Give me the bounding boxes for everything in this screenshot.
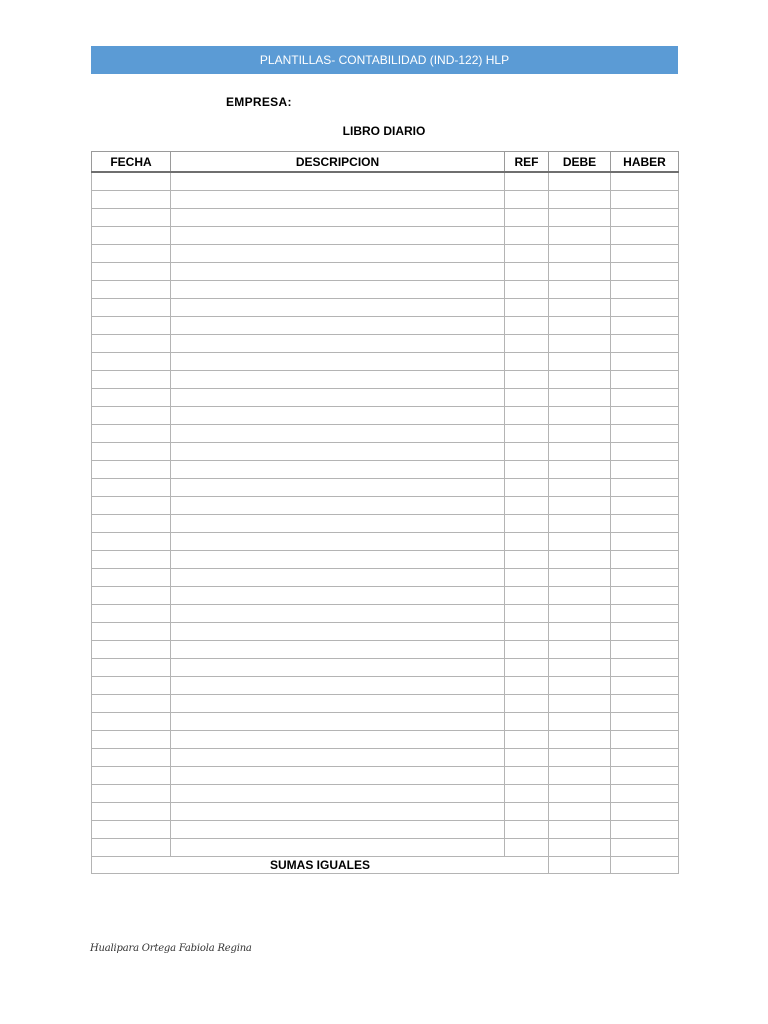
cell-haber[interactable] [611,713,679,731]
cell-fecha[interactable] [92,407,171,425]
cell-ref[interactable] [505,623,549,641]
table-row [92,389,679,407]
cell-debe[interactable] [549,641,611,659]
cell-ref[interactable] [505,281,549,299]
cell-ref[interactable] [505,497,549,515]
table-row [92,623,679,641]
cell-fecha[interactable] [92,785,171,803]
totals-debe-cell[interactable] [549,857,611,874]
cell-ref[interactable] [505,839,549,857]
cell-fecha[interactable] [92,479,171,497]
cell-fecha[interactable] [92,461,171,479]
col-header-descripcion: DESCRIPCION [171,152,505,173]
cell-ref[interactable] [505,731,549,749]
cell-fecha[interactable] [92,821,171,839]
cell-descripcion[interactable] [171,299,505,317]
cell-fecha[interactable] [92,731,171,749]
cell-descripcion[interactable] [171,623,505,641]
journal-table [91,151,679,874]
cell-haber[interactable] [611,497,679,515]
cell-ref[interactable] [505,569,549,587]
cell-descripcion[interactable] [171,515,505,533]
cell-ref[interactable] [505,227,549,245]
col-header-haber: HABER [611,152,679,173]
cell-descripcion[interactable] [171,281,505,299]
table-row [92,281,679,299]
cell-debe[interactable] [549,371,611,389]
totals-haber-cell[interactable] [611,857,679,874]
cell-debe[interactable] [549,695,611,713]
cell-haber[interactable] [611,821,679,839]
cell-debe[interactable] [549,659,611,677]
cell-haber[interactable] [611,335,679,353]
cell-haber[interactable] [611,172,679,191]
cell-descripcion[interactable] [171,209,505,227]
table-row [92,461,679,479]
cell-haber[interactable] [611,551,679,569]
cell-haber[interactable] [611,281,679,299]
cell-debe[interactable] [549,299,611,317]
book-title: LIBRO DIARIO [342,124,426,138]
cell-ref[interactable] [505,371,549,389]
cell-ref[interactable] [505,172,549,191]
table-row [92,677,679,695]
cell-haber[interactable] [611,749,679,767]
cell-debe[interactable] [549,191,611,209]
cell-fecha[interactable] [92,605,171,623]
cell-fecha[interactable] [92,353,171,371]
table-row [92,839,679,857]
cell-fecha[interactable] [92,569,171,587]
cell-descripcion[interactable] [171,172,505,191]
cell-descripcion[interactable] [171,227,505,245]
cell-debe[interactable] [549,263,611,281]
cell-descripcion[interactable] [171,425,505,443]
cell-ref[interactable] [505,659,549,677]
cell-ref[interactable] [505,695,549,713]
cell-haber[interactable] [611,767,679,785]
cell-descripcion[interactable] [171,461,505,479]
table-row [92,533,679,551]
table-row [92,821,679,839]
cell-haber[interactable] [611,299,679,317]
cell-debe[interactable] [549,335,611,353]
cell-descripcion[interactable] [171,641,505,659]
table-row [92,713,679,731]
table-row [92,191,679,209]
cell-ref[interactable] [505,479,549,497]
totals-row [92,857,679,874]
cell-debe[interactable] [549,767,611,785]
cell-debe[interactable] [549,443,611,461]
cell-fecha[interactable] [92,803,171,821]
cell-fecha[interactable] [92,551,171,569]
cell-descripcion[interactable] [171,785,505,803]
cell-descripcion[interactable] [171,191,505,209]
table-row [92,515,679,533]
cell-debe[interactable] [549,677,611,695]
cell-haber[interactable] [611,605,679,623]
cell-fecha[interactable] [92,371,171,389]
cell-ref[interactable] [505,515,549,533]
table-row [92,605,679,623]
cell-haber[interactable] [611,317,679,335]
cell-fecha[interactable] [92,641,171,659]
cell-haber[interactable] [611,479,679,497]
cell-descripcion[interactable] [171,317,505,335]
cell-debe[interactable] [549,425,611,443]
cell-haber[interactable] [611,695,679,713]
cell-descripcion[interactable] [171,749,505,767]
cell-descripcion[interactable] [171,713,505,731]
cell-debe[interactable] [549,605,611,623]
cell-debe[interactable] [549,569,611,587]
cell-ref[interactable] [505,299,549,317]
cell-debe[interactable] [549,713,611,731]
cell-ref[interactable] [505,389,549,407]
cell-descripcion[interactable] [171,767,505,785]
cell-fecha[interactable] [92,515,171,533]
cell-descripcion[interactable] [171,695,505,713]
cell-descripcion[interactable] [171,605,505,623]
table-row [92,371,679,389]
cell-fecha[interactable] [92,191,171,209]
cell-fecha[interactable] [92,695,171,713]
table-row [92,317,679,335]
cell-fecha[interactable] [92,443,171,461]
table-header-row [92,152,679,173]
cell-descripcion[interactable] [171,587,505,605]
cell-haber[interactable] [611,389,679,407]
cell-fecha[interactable] [92,713,171,731]
cell-ref[interactable] [505,749,549,767]
table-body [92,172,679,857]
cell-descripcion[interactable] [171,497,505,515]
table-row [92,497,679,515]
table-row [92,785,679,803]
cell-ref[interactable] [505,587,549,605]
cell-ref[interactable] [505,821,549,839]
table-row [92,407,679,425]
cell-ref[interactable] [505,533,549,551]
cell-debe[interactable] [549,821,611,839]
cell-descripcion[interactable] [171,677,505,695]
cell-haber[interactable] [611,839,679,857]
table-row [92,353,679,371]
cell-debe[interactable] [549,785,611,803]
cell-fecha[interactable] [92,623,171,641]
cell-ref[interactable] [505,677,549,695]
cell-ref[interactable] [505,353,549,371]
totals-label: SUMAS IGUALES [92,857,549,874]
cell-fecha[interactable] [92,749,171,767]
cell-haber[interactable] [611,407,679,425]
cell-haber[interactable] [611,263,679,281]
cell-descripcion[interactable] [171,245,505,263]
cell-descripcion[interactable] [171,479,505,497]
cell-fecha[interactable] [92,335,171,353]
cell-haber[interactable] [611,227,679,245]
cell-haber[interactable] [611,191,679,209]
cell-descripcion[interactable] [171,551,505,569]
cell-haber[interactable] [611,371,679,389]
cell-descripcion[interactable] [171,533,505,551]
cell-debe[interactable] [549,497,611,515]
cell-haber[interactable] [611,677,679,695]
cell-fecha[interactable] [92,497,171,515]
cell-haber[interactable] [611,515,679,533]
table-row [92,227,679,245]
cell-ref[interactable] [505,425,549,443]
table-row [92,551,679,569]
cell-debe[interactable] [549,389,611,407]
col-header-ref: REF [505,152,549,173]
cell-fecha[interactable] [92,389,171,407]
cell-haber[interactable] [611,731,679,749]
cell-ref[interactable] [505,209,549,227]
cell-haber[interactable] [611,461,679,479]
cell-ref[interactable] [505,461,549,479]
table-row [92,172,679,191]
cell-descripcion[interactable] [171,353,505,371]
cell-debe[interactable] [549,515,611,533]
cell-fecha[interactable] [92,281,171,299]
table-row [92,641,679,659]
col-header-fecha: FECHA [92,152,171,173]
col-header-debe: DEBE [549,152,611,173]
cell-debe[interactable] [549,317,611,335]
cell-debe[interactable] [549,839,611,857]
cell-debe[interactable] [549,245,611,263]
cell-haber[interactable] [611,803,679,821]
cell-fecha[interactable] [92,587,171,605]
cell-ref[interactable] [505,713,549,731]
table-row [92,443,679,461]
cell-haber[interactable] [611,623,679,641]
cell-debe[interactable] [549,533,611,551]
cell-ref[interactable] [505,263,549,281]
table-row [92,767,679,785]
table-row [92,299,679,317]
table-row [92,245,679,263]
cell-descripcion[interactable] [171,839,505,857]
table-row [92,569,679,587]
cell-ref[interactable] [505,605,549,623]
cell-descripcion[interactable] [171,407,505,425]
cell-debe[interactable] [549,353,611,371]
cell-fecha[interactable] [92,209,171,227]
table-row [92,659,679,677]
table-row [92,263,679,281]
cell-descripcion[interactable] [171,335,505,353]
cell-ref[interactable] [505,785,549,803]
cell-debe[interactable] [549,623,611,641]
cell-descripcion[interactable] [171,731,505,749]
cell-ref[interactable] [505,443,549,461]
cell-descripcion[interactable] [171,263,505,281]
cell-fecha[interactable] [92,317,171,335]
cell-debe[interactable] [549,749,611,767]
cell-debe[interactable] [549,407,611,425]
table-row [92,695,679,713]
header-banner [91,46,678,74]
header-title: PLANTILLAS- CONTABILIDAD (IND-122) HLP [259,53,510,67]
cell-haber[interactable] [611,785,679,803]
cell-fecha[interactable] [92,227,171,245]
cell-ref[interactable] [505,641,549,659]
table-row [92,209,679,227]
table-row [92,479,679,497]
cell-fecha[interactable] [92,263,171,281]
cell-haber[interactable] [611,533,679,551]
cell-fecha[interactable] [92,172,171,191]
empresa-label: EMPRESA: [226,95,292,109]
cell-descripcion[interactable] [171,803,505,821]
cell-debe[interactable] [549,172,611,191]
cell-haber[interactable] [611,425,679,443]
cell-haber[interactable] [611,209,679,227]
cell-ref[interactable] [505,317,549,335]
cell-haber[interactable] [611,569,679,587]
cell-descripcion[interactable] [171,821,505,839]
table-row [92,425,679,443]
cell-ref[interactable] [505,245,549,263]
cell-haber[interactable] [611,443,679,461]
cell-descripcion[interactable] [171,371,505,389]
cell-ref[interactable] [505,803,549,821]
cell-fecha[interactable] [92,767,171,785]
cell-fecha[interactable] [92,533,171,551]
cell-debe[interactable] [549,551,611,569]
cell-descripcion[interactable] [171,569,505,587]
cell-debe[interactable] [549,209,611,227]
cell-ref[interactable] [505,407,549,425]
cell-fecha[interactable] [92,839,171,857]
cell-fecha[interactable] [92,245,171,263]
cell-debe[interactable] [549,803,611,821]
cell-ref[interactable] [505,551,549,569]
cell-descripcion[interactable] [171,659,505,677]
table-row [92,749,679,767]
cell-haber[interactable] [611,353,679,371]
cell-fecha[interactable] [92,299,171,317]
table-row [92,803,679,821]
cell-fecha[interactable] [92,659,171,677]
cell-debe[interactable] [549,587,611,605]
cell-haber[interactable] [611,245,679,263]
table-row [92,587,679,605]
cell-descripcion[interactable] [171,443,505,461]
author-signature: Hualipara Ortega Fabiola Regina [90,943,252,954]
cell-haber[interactable] [611,587,679,605]
cell-debe[interactable] [549,461,611,479]
cell-descripcion[interactable] [171,389,505,407]
cell-ref[interactable] [505,191,549,209]
cell-ref[interactable] [505,335,549,353]
cell-debe[interactable] [549,479,611,497]
cell-haber[interactable] [611,659,679,677]
cell-debe[interactable] [549,281,611,299]
cell-fecha[interactable] [92,425,171,443]
cell-haber[interactable] [611,641,679,659]
cell-fecha[interactable] [92,677,171,695]
cell-debe[interactable] [549,731,611,749]
cell-debe[interactable] [549,227,611,245]
table-row [92,731,679,749]
cell-ref[interactable] [505,767,549,785]
table-row [92,335,679,353]
